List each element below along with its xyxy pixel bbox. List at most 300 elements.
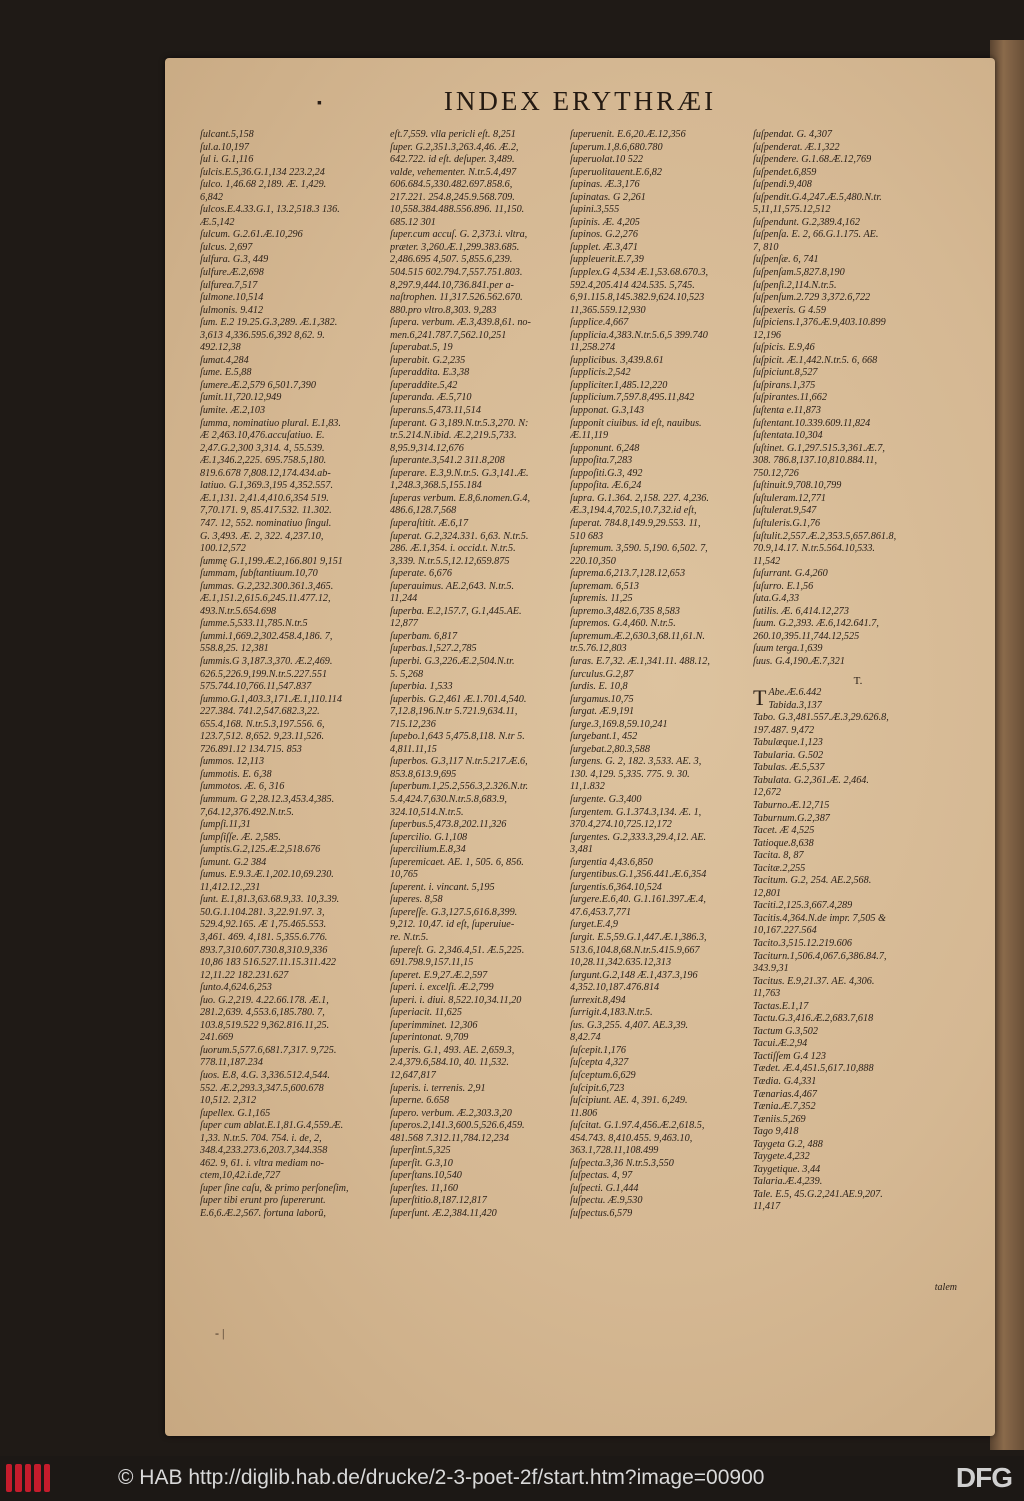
index-entry: 454.743. 8,410.455. 9,463.10, <box>570 1132 693 1144</box>
index-entry: ſulco. 1,46.68 2,189. Æ. 1,429. <box>200 179 327 191</box>
index-entry: ſuſpendi.9,408 <box>753 179 812 191</box>
index-entry: Taygetique. 3,44 <box>753 1163 821 1175</box>
index-entry: ſupra. G.1.364. 2,158. 227. 4,236. <box>570 492 709 504</box>
index-entry: ſummas. G.2,232.300.361.3,465. <box>200 580 334 592</box>
running-head <box>165 86 995 117</box>
index-entry: 552. Æ.2,293.3,347.5,600.678 <box>200 1082 324 1094</box>
index-entry: ſulcos.E.4.33.G.1, 13.2,518.3 136. <box>200 204 340 216</box>
index-entry: 100.12,572 <box>200 543 246 555</box>
index-entry: 5,11,11,575.12,512 <box>753 204 831 216</box>
index-entry: 2,486.695 4,507. 5,855.6,239. <box>390 254 513 266</box>
index-entry: ſuperate. 6,676 <box>390 568 452 580</box>
index-entry: ſupercilium.E.8,34 <box>390 844 466 856</box>
index-entry: ſupplicia.4,383.N.tr.5.6,5 399.740 <box>570 329 708 341</box>
index-entry: ſuperimminet. 12,306 <box>390 1019 478 1031</box>
index-entry: 853.8,613.9,695 <box>390 768 457 780</box>
index-entry: ſupremis. 11,25 <box>570 593 633 605</box>
index-entry: Æ 2,463.10,476.accuſatiuo. E. <box>200 430 325 442</box>
index-entry: 2.4,379.6,584.10, 40. 11,532. <box>390 1057 509 1069</box>
index-entry: ſumma, nominatiuo plural. E.1,83. <box>200 417 341 429</box>
index-entry: ſuſcipiunt. AE. 4, 391. 6,249. <box>570 1095 688 1107</box>
index-entry: E.6,6.Æ.2,567. fortuna laborū, <box>200 1208 326 1220</box>
index-entry: ſuperabit. G.2,235 <box>390 354 466 366</box>
index-entry: ſuperſtans.10,540 <box>390 1170 462 1182</box>
index-entry: Æ.5,142 <box>200 216 235 228</box>
index-entry: Tabo. G.3,481.557.Æ.3,29.626.8, <box>753 712 889 724</box>
index-entry: 11,763 <box>753 988 781 1000</box>
index-entry: 47.6,453.7,771 <box>570 906 632 918</box>
index-entry: ſuperuenit. E.6,20.Æ.12,356 <box>570 129 686 140</box>
index-entry: ſurgentem. G.1.374.3,134. Æ. 1, <box>570 806 702 818</box>
index-entry: ſupplex.G 4,534 Æ.1,53.68.670.3, <box>570 267 709 279</box>
index-entry: ſumere.Æ.2,579 6,501.7,390 <box>200 379 316 391</box>
index-entry: 10,512. 2,312 <box>200 1095 257 1107</box>
index-entry: ſupponat. G.3,143 <box>570 405 645 417</box>
index-column-2 <box>390 129 575 1221</box>
index-entry: ſuſpendat. G. 4,307 <box>753 129 832 140</box>
index-entry: 3,461. 469. 4,181. 5,355.6.776. <box>200 932 328 943</box>
index-entry: ſuſceptum.6,629 <box>570 1070 636 1082</box>
index-entry: Tacui.Æ.2,94 <box>753 1038 808 1050</box>
index-entry: ſurgens. G. 2, 182. 3,533. AE. 3, <box>570 756 702 768</box>
index-entry: ſuſtenta e.11,873 <box>753 405 821 417</box>
index-entry: 3,613 4,336.595.6,392 8,62. 9. <box>200 329 325 341</box>
page-title: INDEX ERYTHRÆI <box>443 86 717 116</box>
index-entry: 513.6,104.8,68.N.tr.5.415.9,667 <box>570 944 700 956</box>
index-entry: Tæniis.5,269 <box>753 1113 806 1125</box>
index-entry: valde, vehementer. N.tr.5.4,497 <box>390 166 517 178</box>
index-entry: ſuſpirantes.11,662 <box>753 392 827 404</box>
index-entry: ſul.a.10,197 <box>200 141 249 153</box>
index-entry: ſuſpicit. Æ.1,442.N.tr.5. 6, 668 <box>753 354 878 366</box>
index-entry: Tacitis.4,364.N.de impr. 7,505 & <box>753 912 886 924</box>
index-entry: ſuperauimus. AE.2,643. N.tr.5. <box>390 580 515 592</box>
index-entry: ſulfure.Æ.2,698 <box>200 267 264 279</box>
index-entry: Tædia. G.4,331 <box>753 1076 817 1088</box>
drop-initial: T <box>753 685 767 711</box>
index-entry: ſuperſtes. 11,160 <box>390 1182 459 1194</box>
index-entry: 7, 810 <box>753 241 779 253</box>
index-entry: eſt.7,559. vlla pericli eſt. 8,251 <box>390 129 516 140</box>
index-entry: Tabulata. G.2,361.Æ. 2,464. <box>753 774 869 786</box>
index-entry: 8,42.74 <box>570 1032 601 1044</box>
index-entry: ſuſtentant.10.339.609.11,824 <box>753 417 871 429</box>
index-entry: Tacet. Æ 4,525 <box>753 825 815 837</box>
adjacent-page-edge <box>990 40 1024 1450</box>
index-entry: 642.722. id eſt. deſuper. 3,489. <box>390 154 515 166</box>
index-column-4 <box>753 129 963 1214</box>
index-entry: ſumme.5,533.11,785.N.tr.5 <box>200 618 308 630</box>
index-entry: ſuſpecta.3,36 N.tr.5.3,550 <box>570 1157 674 1169</box>
index-entry: ſuperabat.5, 19 <box>390 342 453 354</box>
index-entry: ſuſpicis. E.9,46 <box>753 342 815 354</box>
index-entry: ſumpſi.11,31 <box>200 819 251 831</box>
index-entry: 606.684.5,330.482.697.858.6, <box>390 179 513 191</box>
index-entry: 348.4,233.273.6,203.7,344.358 <box>200 1145 328 1157</box>
index-entry: ſuſpectus.6,579 <box>570 1208 633 1220</box>
index-entry: 726.891.12 134.715. 853 <box>200 743 302 755</box>
index-entry: ſuras. E.7,32. Æ.1,341.11. 488.12, <box>570 655 710 667</box>
index-entry: 123.7,512. 8,652. 9,23.11,526. <box>200 731 325 743</box>
index-entry: ſummis.G 3,187.3,370. Æ.2,469. <box>200 655 333 667</box>
ornament-mark: ▪ <box>317 96 322 111</box>
index-entry: ſuperuolitauent.E.6,82 <box>570 166 662 178</box>
index-entry: ſuperans.5,473.11,514 <box>390 405 481 417</box>
index-entry: ſuſpirans.1,375 <box>753 379 816 391</box>
index-entry: ſutilis. Æ. 6,414.12,273 <box>753 605 849 617</box>
index-entry: tr.5.76.12,803 <box>570 643 627 655</box>
index-entry: tr.5.214.N.ibid. Æ.2,219.5,733. <box>390 430 517 442</box>
index-entry: ſuperbia. 1,533 <box>390 681 453 693</box>
index-entry: ſurgentibus.G.1,356.441.Æ.6,354 <box>570 869 707 881</box>
index-entry: ſuſpenſa. E. 2, 66.G.1.175. AE. <box>753 229 879 241</box>
index-entry: ſuperſtitio.8,187.12,817 <box>390 1195 487 1207</box>
index-entry: 691.798.9,157.11,15 <box>390 957 474 969</box>
index-entry: 50.G.1.104.281. 3,22.91.97. 3, <box>200 906 325 918</box>
index-entry: ſuppoſita.7,283 <box>570 455 633 467</box>
index-entry: Taciturn.1,506.4,067.6,386.84.7, <box>753 950 887 962</box>
index-entry: 510 683 <box>570 530 604 542</box>
index-entry: ſummum. G 2,28.12.3,453.4,385. <box>200 793 335 805</box>
index-entry: Tacitum. G.2, 254. AE.2,568. <box>753 875 872 887</box>
index-entry: ſurrexit.8,494 <box>570 994 626 1006</box>
index-entry: ſuperbum.1,25.2,556.3,2.326.N.tr. <box>390 781 529 793</box>
index-entry: ſupebo.1,643 5,475.8,118. N.tr 5. <box>390 731 525 743</box>
index-entry: 11,412.12.,231 <box>200 881 261 893</box>
index-entry: 370.4,274.10,725.12,172 <box>570 819 672 831</box>
index-entry: 626.5,226.9,199.N.tr.5.227.551 <box>200 668 328 680</box>
index-entry: ſuſpendunt. G.2,389.4,162 <box>753 216 860 228</box>
index-entry: ſuſtulerat.9,547 <box>753 505 817 517</box>
index-entry: ſuperat. 784.8,149.9,29.553. 11, <box>570 517 701 529</box>
index-entry: ſuper tibi erunt pro ſupererunt. <box>200 1195 326 1207</box>
index-entry: ſunt. E.1,81.3,63.68.9,33. 10,3.39. <box>200 894 340 906</box>
index-entry: ſuperat. G.2,324.331. 6,63. N.tr.5. <box>390 530 529 542</box>
index-entry: ſurculus.G.2,87 <box>570 668 634 680</box>
index-entry: G. 3,493. Æ. 2, 322. 4,237.10, <box>200 530 324 542</box>
index-entry: ſuperſit. G.3,10 <box>390 1157 453 1169</box>
index-entry: ſurgebat.2,80.3,588 <box>570 743 650 755</box>
index-entry: ſurge.3,169.8,59.10,241 <box>570 718 668 730</box>
index-entry: 493.N.tr.5.654.698 <box>200 605 277 617</box>
index-entry: ſuperſint.5,325 <box>390 1145 451 1157</box>
index-entry: ſumus. E.9.3.Æ.1,202.10,69.230. <box>200 869 334 881</box>
index-entry: 1,248.3,368.5,155.184 <box>390 480 482 492</box>
index-entry: ſuperbis. G.2,461 Æ.1.701.4,540. <box>390 693 527 705</box>
index-entry: ſuſpectas. 4, 97 <box>570 1170 633 1182</box>
index-entry: re. N.tr.5. <box>390 932 429 943</box>
index-entry: 11,1.832 <box>570 781 605 793</box>
index-entry: Taburno.Æ.12,715 <box>753 799 830 811</box>
index-entry: ſupereſt. G. 2,346.4,51. Æ.5,225. <box>390 944 525 956</box>
index-entry: 220.10,350 <box>570 555 616 567</box>
index-entry: ſupplicibus. 3,439.8.61 <box>570 354 664 366</box>
index-entry: ſupremo.3,482.6,735 8,583 <box>570 605 680 617</box>
index-entry: ſunto.4,624.6,253 <box>200 982 272 994</box>
index-entry: ſuperbas.1,527.2,785 <box>390 643 477 655</box>
index-entry: ſuſpenderat. Æ.1,322 <box>753 141 840 153</box>
index-entry: 260.10,395.11,744.12,525 <box>753 630 860 642</box>
index-entry: ſuus. G.4,190.Æ.7,321 <box>753 655 845 667</box>
signature-mark: - | <box>215 1326 225 1340</box>
index-entry: 11,258.274 <box>570 342 616 354</box>
hab-logo <box>6 1464 50 1492</box>
index-entry: Taygeta G.2, 488 <box>753 1138 823 1150</box>
index-entry: ſuſtentata.10,304 <box>753 430 823 442</box>
index-entry: Taygete.4,232 <box>753 1151 810 1163</box>
index-entry: ſuo. G.2,219. 4.22.66.178. Æ.1, <box>200 994 329 1006</box>
index-entry: ſumit.11,720.12,949 <box>200 392 282 404</box>
index-entry: ſupplicis.2,542 <box>570 367 631 379</box>
index-entry: 685.12 301 <box>390 216 436 228</box>
index-entry: 10,765 <box>390 869 419 881</box>
index-entry: ſupremam. 6,513 <box>570 580 639 592</box>
index-entry: 778.11,187.234 <box>200 1057 263 1069</box>
index-entry: ſuper.cum accuſ. G. 2,373.i. vltra, <box>390 229 528 241</box>
index-entry: 529.4,92.165. Æ 1,75.465.553. <box>200 919 327 931</box>
index-entry: Tago 9,418 <box>753 1126 799 1138</box>
index-entry: ſuperum.1,8.6,680.780 <box>570 141 663 153</box>
index-entry: 819.6.678 7,808.12,174.434.ab- <box>200 467 331 479</box>
index-entry: men.6,241.787.7,562.10,251 <box>390 329 507 341</box>
index-entry: ſuperbus.5,473.8,202.11,326 <box>390 819 507 831</box>
index-entry: ſuperiacit. 11,625 <box>390 1007 462 1019</box>
index-entry: ſuſtulit.2,557.Æ.2,353.5,657.861.8, <box>753 530 897 542</box>
index-entry: Abe.Æ.6.442 <box>768 687 822 699</box>
index-entry: 11,244 <box>390 593 418 605</box>
index-entry: ſuperaſtitit. Æ.6,17 <box>390 517 469 529</box>
index-entry: 308. 786.8,137.10,810.884.11, <box>753 455 878 467</box>
index-entry: ſuſpenſam.5,827.8,190 <box>753 267 845 279</box>
index-entry: ſum. E.2 19.25.G.3,289. Æ.1,382. <box>200 317 338 329</box>
index-entry: ſuppoſiti.G.3, 492 <box>570 467 643 479</box>
index-entry: 281.2,639. 4,553.6,185.780. 7, <box>200 1007 325 1019</box>
index-entry: 10,86 183 516.527.11.15.311.422 <box>200 957 337 969</box>
index-entry: 592.4,205.414 424.535. 5,745. <box>570 279 695 291</box>
index-entry: ſuperbam. 6,817 <box>390 630 458 642</box>
index-entry: ſulcis.E.5,36.G.1,134 223.2,24 <box>200 166 325 178</box>
index-entry: Tabularia. G.502 <box>753 749 824 761</box>
index-entry: 6,842 <box>200 191 223 203</box>
index-entry: 10,28.11,342.635.12,313 <box>570 957 672 969</box>
index-entry: 130. 4,129. 5,335. 775. 9. 30. <box>570 768 690 780</box>
index-entry: ſupplicium.7,597.8,495.11,842 <box>570 392 695 404</box>
index-entry: 70.9,14.17. N.tr.5.564.10,533. <box>753 543 875 555</box>
index-entry: ſuperuolat.10 522 <box>570 154 644 166</box>
index-entry: 3,339. N.tr.5.5,12.12,659.875 <box>390 555 510 567</box>
index-entry: ſuperi. i. excelſi. Æ.2,799 <box>390 982 494 994</box>
index-entry: 8,95.9,314.12,676 <box>390 442 464 454</box>
index-entry: ſuppleuerit.E.7,39 <box>570 254 644 266</box>
index-entry: ſuperis. i. terrenis. 2,91 <box>390 1082 486 1094</box>
index-entry: 11.806 <box>570 1107 598 1119</box>
index-entry: ſuperi. i. diui. 8,522.10,34.11,20 <box>390 994 522 1006</box>
index-entry: ſupera. verbum. Æ.3,439.8,61. no- <box>390 317 531 329</box>
index-entry: ſuſtinet. G.1,297.515.3,361.Æ.7, <box>753 442 885 454</box>
index-entry: Tabulas. Æ.5,537 <box>753 762 825 774</box>
index-entry: Tacito.3,515.12.219.606 <box>753 938 852 949</box>
index-entry: ſupremos. G.4,460. N.tr.5. <box>570 618 676 630</box>
index-entry: ſuſcepit.1,176 <box>570 1044 627 1056</box>
index-entry: ſulmone.10,514 <box>200 292 264 304</box>
index-entry: ſuperas verbum. E.8,6.nomen.G.4, <box>390 492 531 504</box>
index-entry: Tacita. 8, 87 <box>753 850 804 862</box>
index-entry: 715.12,236 <box>390 718 436 730</box>
index-entry: ſupinos. G.2,276 <box>570 229 638 241</box>
index-entry: naſtrophen. 11,317.526.562.670. <box>390 292 523 304</box>
index-entry: Taburnum.G.2,387 <box>753 812 830 824</box>
index-entry: ſupponit ciuibus. id eſt, nauibus. <box>570 417 702 429</box>
index-entry: Tædet. Æ.4,451.5,617.10,888 <box>753 1063 874 1075</box>
book-page <box>165 58 995 1436</box>
index-entry: ſupremum. 3,590. 5,190. 6,502. 7, <box>570 543 708 555</box>
index-entry: Tactas.E.1,17 <box>753 1000 809 1012</box>
index-entry: ſuſpiciunt.8,527 <box>753 367 818 379</box>
index-entry: 11,542 <box>753 555 781 567</box>
index-entry: ſulmonis. 9.412 <box>200 304 264 316</box>
index-entry: ſuos. E.8, 4.G. 3,336.512.4,544. <box>200 1070 330 1082</box>
index-column-3 <box>570 129 750 1221</box>
index-entry: 217.221. 254.8,245.9.568.709. <box>390 191 515 203</box>
index-entry: Tactum G.3,502 <box>753 1025 818 1037</box>
index-entry: ſuperſunt. Æ.2,384.11,420 <box>390 1208 497 1220</box>
index-entry: 343.9,31 <box>753 963 789 975</box>
index-entry: ſuperintonat. 9,709 <box>390 1032 469 1044</box>
index-entry: Tale. E.5, 45.G.2,241.AE.9,207. <box>753 1188 883 1200</box>
index-entry: ſuperba. E.2,157.7, G.1,445.AE. <box>390 605 522 617</box>
index-entry: 363.1,728.11,108.499 <box>570 1145 659 1157</box>
index-entry: ſulfurea.7,517 <box>200 279 258 291</box>
index-entry: ſurgamus.10,75 <box>570 693 634 705</box>
index-entry: 9,212. 10,47. id eſt, ſuperuiue- <box>390 919 515 931</box>
index-entry: ſupremum.Æ.2,630.3,68.11,61.N. <box>570 630 705 642</box>
index-entry: ſuſcipit.6,723 <box>570 1082 625 1094</box>
index-entry: ſumpſiſſe. Æ. 2,585. <box>200 831 281 843</box>
index-entry: 10,558.384.488.556.896. 11,150. <box>390 204 525 216</box>
index-entry: ſuſcitat. G.1.97.4,456.Æ.2,618.5, <box>570 1120 705 1132</box>
index-entry: Tacitus. E.9,21.37. AE. 4,306. <box>753 975 875 987</box>
index-entry: ſumat.4,284 <box>200 354 249 366</box>
index-entry: præter. 3,260.Æ.1,299.383.685. <box>390 241 520 253</box>
index-entry: 5. 5,268 <box>390 668 424 680</box>
index-entry: ſuſpiciens.1,376.Æ.9,403.10.899 <box>753 317 886 329</box>
index-entry: ſuorum.5,577.6,681.7,317. 9,725. <box>200 1044 337 1056</box>
index-entry: ſupero. verbum. Æ.2,303.3,20 <box>390 1107 512 1119</box>
index-entry: ſuſurrant. G.4,260 <box>753 568 828 580</box>
index-entry: Talaria.Æ.4,239. <box>753 1176 823 1188</box>
index-entry: ſupercilio. G.1,108 <box>390 831 468 843</box>
index-entry: ſuper ſine caſu, & primo perſoneſim, <box>200 1182 349 1194</box>
index-entry: ſurget.E.4,9 <box>570 919 619 931</box>
index-entry: Æ.1,346.2,225. 695.758.5,180. <box>200 455 327 467</box>
index-entry: ſurgit. E.5,59.G.1,447.Æ.1,386.3, <box>570 932 707 943</box>
index-entry: ſurgente. G.3,400 <box>570 793 642 805</box>
index-entry: Taciti.2,125.3,667.4,289 <box>753 900 853 912</box>
index-entry: 7,70.171. 9, 85.417.532. 11.302. <box>200 505 332 517</box>
index-entry: ſuperanda. Æ.5,710 <box>390 392 472 404</box>
index-entry: 8,297.9,444.10,736.841.per a- <box>390 279 514 291</box>
index-entry: 12,647,817 <box>390 1070 436 1082</box>
index-entry: 655.4,168. N.tr.5.3,197.556. 6, <box>200 718 325 730</box>
index-entry: ſupinis. Æ. 4,205 <box>570 216 640 228</box>
index-entry: ſuſtuleram.12,771 <box>753 492 827 504</box>
index-entry: 747. 12, 552. nominatiuo ſingul. <box>200 517 332 529</box>
index-entry: 12,11.22 182.231.627 <box>200 969 289 981</box>
index-entry: ſupponunt. 6,248 <box>570 442 640 454</box>
index-entry: 10,167.227.564 <box>753 925 817 937</box>
index-entry: Tænia.Æ.7,352 <box>753 1101 816 1113</box>
index-entry: ſuperaddita. E.3,38 <box>390 367 470 379</box>
index-entry: ſuſpecti. G.1,444 <box>570 1182 639 1194</box>
index-entry: ſumunt. G.2 384 <box>200 856 267 868</box>
index-entry: ſuperant. G 3,189.N.tr.5.3,270. N: <box>390 417 529 429</box>
index-entry: Tatioque.8,638 <box>753 837 814 849</box>
index-entry: ſuſpendere. G.1.68.Æ.12,769 <box>753 154 872 166</box>
index-entry: 324.10,514.N.tr.5. <box>390 806 464 818</box>
index-entry: ſupinas. Æ.3,176 <box>570 179 640 191</box>
catchword: talem <box>934 1282 957 1293</box>
index-entry: ſulcus. 2,697 <box>200 241 253 253</box>
index-entry: ſuſpenſum.2.729 3,372.6,722 <box>753 292 871 304</box>
index-entry: ſuppoſita. Æ.6,24 <box>570 480 642 492</box>
index-entry: ſuperemicaet. AE. 1, 505. 6, 856. <box>390 856 524 868</box>
index-entry: 5.4,424.7,630.N.tr.5.8,683.9, <box>390 793 507 805</box>
index-entry: ſummo.G.1,403.3,171.Æ.1,110.114 <box>200 693 342 705</box>
index-entry: ſuperante.3,541.2 311.8,208 <box>390 455 505 467</box>
index-entry: ſupinatas. G 2,261 <box>570 191 646 203</box>
index-entry: Æ.1,151.2,615.6,245.11.477.12, <box>200 593 331 605</box>
index-entry: ſuſpendet.6,859 <box>753 166 817 178</box>
index-entry: ſumptis.G.2,125.Æ.2,518.676 <box>200 844 321 856</box>
index-entry: ſummotis. E. 6,38 <box>200 768 272 780</box>
index-entry: ſulcant.5,158 <box>200 129 254 140</box>
index-entry: ſurgentes. G.2,333.3,29.4,12. AE. <box>570 831 707 843</box>
index-entry: ſuum. G.2,393. Æ.6,142.641.7, <box>753 618 879 630</box>
viewer-footer <box>0 1456 1024 1501</box>
index-entry: Tabida.3,137 <box>768 699 822 711</box>
index-entry: ſuperis. G.1, 493. AE. 2,659.3, <box>390 1044 515 1056</box>
index-entry: ſume. E.5,88 <box>200 367 252 379</box>
index-entry: latiuo. G.1,369.3,195 4,352.557. <box>200 480 334 492</box>
index-entry: ſuſpexeris. G 4.59 <box>753 304 826 316</box>
index-entry: 12,196 <box>753 329 782 341</box>
index-entry: ſuſcepta 4,327 <box>570 1057 629 1069</box>
index-entry: 558.8,25. 12,381 <box>200 643 269 655</box>
index-entry: ſuper cum ablat.E.1,81.G.4,559.Æ. <box>200 1120 344 1132</box>
index-entry: ſuperare. E.3,9.N.tr.5. G.3,141.Æ. <box>390 467 529 479</box>
index-entry: 504.515 602.794.7,557.751.803. <box>390 267 523 279</box>
index-entry: ſurgentis.6,364.10,524 <box>570 881 662 893</box>
index-entry: ſupplet. Æ.3,471 <box>570 241 638 253</box>
index-entry: 481.568 7.312.11,784.12,234 <box>390 1132 509 1144</box>
index-entry: ſuperbos. G.3,117 N.tr.5.217.Æ.6, <box>390 756 528 768</box>
index-entry: 241.669 <box>200 1032 234 1044</box>
index-entry: ſupini.3,555 <box>570 204 620 216</box>
index-entry: 11,365.559.12,930 <box>570 304 646 316</box>
index-entry: ſuſpenſi.2,114.N.tr.5. <box>753 279 837 291</box>
index-entry: 12,801 <box>753 887 782 899</box>
index-entry: 286. Æ.1,354. i. occid.t. N.tr.5. <box>390 543 516 555</box>
index-entry: 486.6,128.7,568 <box>390 505 457 517</box>
index-entry: Æ.1,131. 2,41.4,410.6,354 519. <box>200 492 329 504</box>
index-entry: Tactiſſem G.4 123 <box>753 1050 826 1062</box>
index-entry: 2,47.G.2,300 3,314. 4, 55.539. <box>200 442 325 454</box>
index-entry: ſuta.G.4,33 <box>753 593 800 605</box>
index-entry: ſuperne. 6.658 <box>390 1095 450 1107</box>
index-entry: ſurgentia 4,43.6,850 <box>570 856 653 868</box>
index-entry: ſurdis. E. 10,8 <box>570 681 628 693</box>
index-entry: ſurgunt.G.2,148 Æ.1,437.3,196 <box>570 969 698 981</box>
